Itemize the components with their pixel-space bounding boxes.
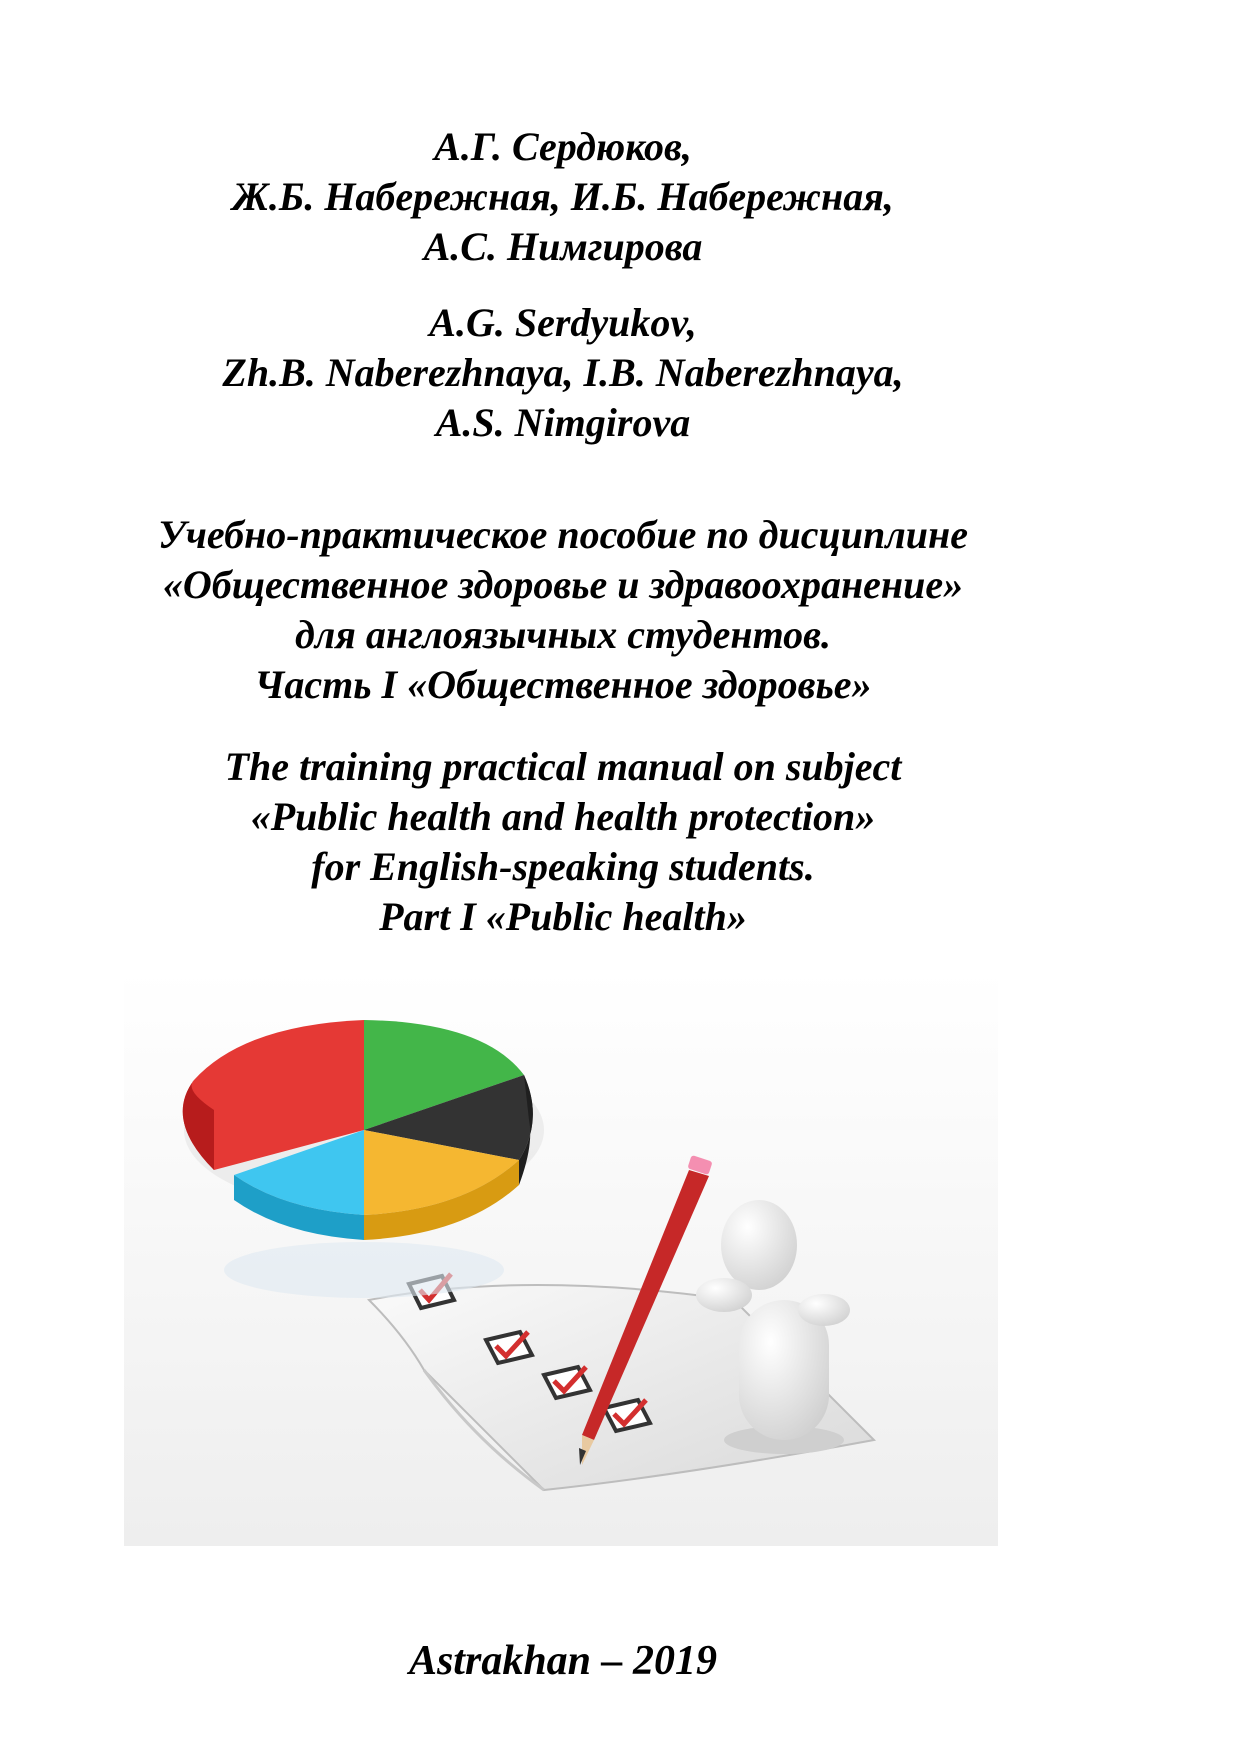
author-line: A.S. Nimgirova [435,400,691,445]
author-line: Zh.B. Naberezhnaya, I.B. Naberezhnaya, [222,350,904,395]
authors-russian [0,122,1126,272]
authors-english [0,298,1126,448]
title-line: The training practical manual on subject [224,744,902,789]
title-russian [0,510,1126,710]
place-year: Astrakhan – 2019 [408,1638,718,1684]
author-line: А.С. Нимгирова [423,224,703,269]
author-line: А.Г. Сердюков, [434,124,692,169]
title-line: «Общественное здоровье и здравоохранение» [162,562,964,607]
author-line: A.G. Serdyukov, [429,300,697,345]
title-line: Часть I «Общественное здоровье» [254,662,872,707]
cover-illustration [124,970,998,1546]
pie-chart-checklist-illustration [124,970,998,1546]
title-line: «Public health and health protection» [250,794,876,839]
title-line: Учебно-практическое пособие по дисциплине [158,512,968,557]
footer [0,1636,1126,1686]
title-line: for English-speaking students. [311,844,815,889]
author-line: Ж.Б. Набережная, И.Б. Набережная, [232,174,894,219]
title-english [0,742,1126,942]
title-line: Part I «Public health» [379,894,747,939]
title-line: для англоязычных студентов. [294,612,832,657]
